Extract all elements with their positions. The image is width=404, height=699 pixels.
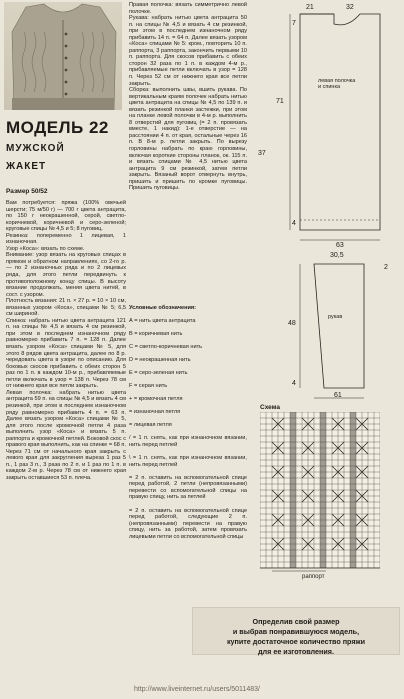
legend-item: + = кромочная петля bbox=[129, 396, 183, 403]
dimension-number: 32 bbox=[346, 4, 354, 11]
back-diagram-svg bbox=[252, 2, 400, 402]
legend-item: = изнаночная петля bbox=[129, 409, 181, 416]
pattern-diagrams bbox=[252, 2, 400, 692]
legend bbox=[129, 298, 247, 558]
advice-line-1: Определив свой размер bbox=[252, 617, 340, 626]
dimension-number: 48 bbox=[288, 320, 296, 327]
legend-item: E = серо-зеленая нить bbox=[129, 370, 188, 377]
advice-box bbox=[192, 607, 400, 655]
dimension-number: 61 bbox=[334, 392, 342, 399]
dimension-number: 4 bbox=[292, 380, 296, 387]
source-url: http://www.liveinternet.ru/users/5011483/ bbox=[134, 686, 260, 693]
dimension-number: 4 bbox=[292, 220, 296, 227]
legend-item: = 2 п. оставить на вспомогательной спице перед работой, следующие 2 п. (непровязанными) перевести на правую спицу, нить за работой, затем провязать лицевыми петли со вспомогательной спицы bbox=[129, 507, 247, 540]
subtitle-line2: ЖАКЕТ bbox=[6, 161, 47, 172]
title-block bbox=[6, 118, 126, 174]
chart-scheme-grid bbox=[260, 412, 384, 572]
legend-item: D = неокрашенная нить bbox=[129, 356, 191, 363]
subtitle-line1: МУЖСКОЙ bbox=[6, 143, 65, 154]
advice-line-2: и выбрав понравившуюся модель, bbox=[232, 627, 360, 636]
legend-item: А = нить цвета антрацита bbox=[129, 317, 196, 324]
legend-item: = лицевая петля bbox=[129, 422, 172, 429]
dimension-number: 37 bbox=[258, 150, 266, 157]
dimension-number: 7 bbox=[292, 20, 296, 27]
instructions-column-1: Вам потребуется: пряжа (100% овечьей шерсти; 75 м/50 г) — 700 г цвета антрацита, по 150 г неокрашенной, серой, светло-коричневой, коричневой и серо-зеленой; круговые спицы № 4,5 и 5; 8 пуговиц. Резинка: попеременно 1 лицевая, 1 изнаночная. Узор «Коса»: вязать по схеме. Внимание: узор вязать на круговых спицах в прямом и обратном направлениях, со 2-го р. — по 2 изнаночных ряда и по 2 лицевых ряда, для этого петли передвинуть к противоположному концу спицы. В высоту вязание продолжать, меняя цвета нитей, в сост. с узором. Плотность вязания: 21 п. × 27 р. = 10 × 10 см, вязанных узором «Коса», спицами № 5; 6,5 см шириной. Спинка: набрать нитью цвета антрацита 121 п. на спицы № 4,5 и вязать 4 см резинкой, при этом в последнем изнаночном ряду равномерно прибавить 7 п. = 128 п. Далее вязать узором «Коса» спицами № 5, для этого 8 рядов цвета антрацита, далее по 8 р. чередовать цвета в узоре по описанию. Для боковых скосов прибавить с обеих сторон 5 раз по 1 п. в каждом 10-м р., прибавляемые петли включать в узор = 138 п. Через 78 см от нижнего края все петли закрыть. Левая полочка: набрать нитью цвета антрацита 59 п. на спицы № 4,5 и вязать 4 см резинкой, при этом в последнем изнаночном ряду равномерно прибавить 4 п. = 63 п. Далее вязать узором «Коса» спицами № 5, для этого после кромочной петли 4 раза выполнить узор «Коса» и вязать 5 п. раппорта и кромочной петлей. Боковой скос с правого края выполнить, как на спинке = 68 п. Через 71 см от начального края закрыть с левого края для закругления выреза 1 раз 5 п., 1 раз 3 п., 3 раза по 2 п. и 1 раз по 1 п. в каждом 2-м р. Через 78 см от нижнего края закрыть оставшиеся 53 п. плеча. bbox=[6, 200, 126, 481]
legend-item: / = 1 п. снять, как при изнаночном вязании, нить перед петлей bbox=[129, 435, 247, 449]
legend-item: С = светло-коричневая нить bbox=[129, 343, 203, 350]
dimension-number: 30,5 bbox=[330, 252, 344, 259]
rapport-label: раппорт bbox=[302, 574, 325, 580]
legend-item: F = серая нить bbox=[129, 383, 168, 390]
advice-line-3: купите достаточное количество пряжи bbox=[226, 637, 366, 646]
model-title: МОДЕЛЬ 22 bbox=[6, 118, 109, 137]
legend-title: Условные обозначения: bbox=[129, 304, 197, 311]
legend-item: = 2 п. оставить на вспомогательной спице перед работой, 2 петли (непровязанными) перевести со вспомогательной спицы на правую спицу, нить за петлей bbox=[129, 474, 247, 501]
dimension-number: 21 bbox=[306, 4, 314, 11]
scheme-title: Схема bbox=[260, 404, 281, 411]
size-label: Размер 50/52 bbox=[6, 188, 48, 195]
sleeve-diagram-label: рукав bbox=[328, 314, 343, 320]
legend-item: В = коричневая нить bbox=[129, 330, 183, 337]
dimension-number: 63 bbox=[336, 242, 344, 249]
back-diagram-label: левая полочка и спинка bbox=[318, 78, 356, 90]
instructions-column-2: Правая полочка: вязать симметрично левой полочке. Рукава: набрать нитью цвета антрацита 50 п. на спицы № 4,5 и вязать 4 см резинкой, при этом в последнем изнаночном ряду прибавить 14 п. = 64 п. Далее вязать узором «Коса» спицами № 5: кром., повторить 10 п. раппорта, 3 раппорта, закончить первыми 10 п. раппорта. Для скосов прибавить с обеих сторон 32 раза по 1 п. в каждом 4-м р., прибавляемые петли включать в узор = 128 п. Через 52 см от нижнего края все петли закрыть. Сборка: выполнить швы, вшить рукава. По вертикальным краям полочек набрать нитью цвета антрацита на спицы № 4,5 по 139 п. и вязать резинкой планки застежки, при этом на планке левой полочки в 4-м р. выполнить 8 отверстий для пуговиц (= 2 п. провязать вместе, 1 накид): 1-е отверстие — на расстоянии 4 п. от края, остальные через 16 п. В 8-м р. петли закрыть. По вырезу горловины набрать по краю горловины, включая короткие стороны планок, ок. 115 п. и вязать спицами № 4,5 нитью цвета антрацита 9 см резинкой, затем петли закрыть. Вязаный ворот отвернуть внутрь, пришить и пришить по кромке пуговицы. Пришить пуговицы. bbox=[129, 2, 247, 192]
jacket-photo bbox=[4, 2, 122, 110]
dimension-number: 71 bbox=[276, 98, 284, 105]
advice-line-4: для ее изготовления. bbox=[258, 647, 334, 656]
dimension-number: 2 bbox=[384, 264, 388, 271]
legend-item: \ = 1 п. снять, как при изнаночном вязании, нить перед петлей bbox=[129, 455, 247, 468]
